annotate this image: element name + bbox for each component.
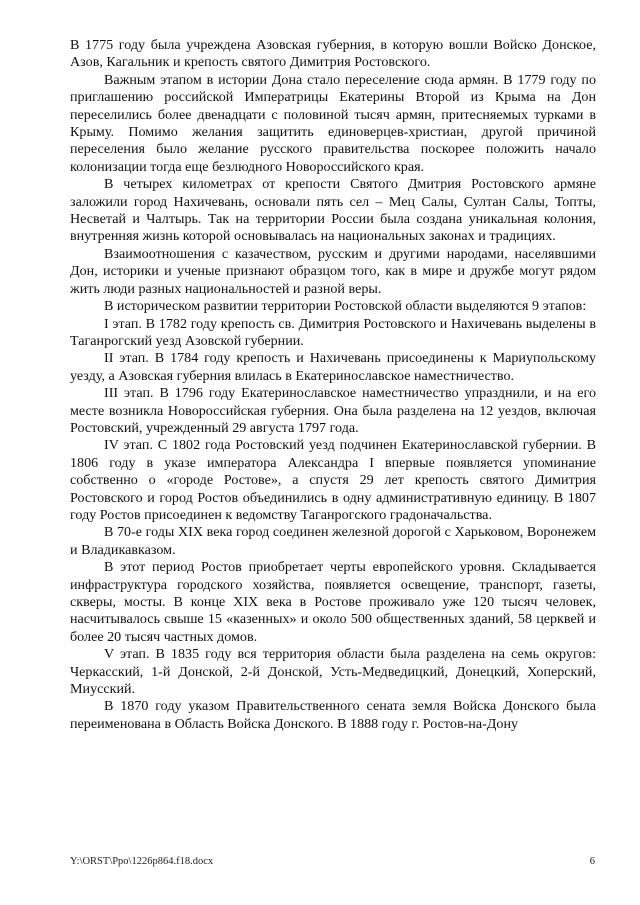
paragraph: I этап. В 1782 году крепость св. Димитрия Ростовского и Нахичевань выделены в Таганрогский уезд Азовской губернии. <box>70 315 596 349</box>
paragraph: В 1775 году была учреждена Азовская губерния, в которую вошли Войско Донское, Азов, Кагальник и крепость святого Димитрия Ростовского. <box>70 37 596 71</box>
paragraph: Взаимоотношения с казачеством, русским и другими народами, населявшими Дон, историки и ученые признают образцом того, как в мире и дружбе могут рядом жить люди разных национальностей и разной веры. <box>70 245 596 297</box>
page-number: 6 <box>589 856 595 867</box>
paragraph: В 1870 году указом Правительственного сената земля Войска Донского была переименована в Область Войска Донского. В 1888 году г. Ростов-на-Дону <box>70 698 596 732</box>
paragraph: В этот период Ростов приобретает черты европейского уровня. Складывается инфраструктура городского хозяйства, появляется освещение, транспорт, газеты, скверы, мосты. В конце XIX века в Ростове проживало уже 120 тысяч человек, насчитывалось свыше 15 «казенных» и около 500 общественных зданий, 58 церквей и более 20 тысяч частных домов. <box>70 559 596 645</box>
paragraph: В историческом развитии территории Ростовской области выделяются 9 этапов: <box>104 298 587 315</box>
paragraph: В четырех километрах от крепости Святого Дмитрия Ростовского армяне заложили город Нахичевань, основали пять сел – Мец Салы, Султан Салы, Топты, Несветай и Чалтырь. Так на территории России была создана уникальная колония, внутренняя жизнь которой основывалась на национальных законах и традициях. <box>70 176 596 245</box>
paragraph: III этап. В 1796 году Екатеринославское наместничество упразднили, и на его месте возникла Новороссийская губерния. Она была разделена на 12 уездов, включая Ростовский, учрежденный 29 августа 1797 года. <box>70 385 596 436</box>
paragraph: В 70-е годы XIX века город соединен железной дорогой с Харьковом, Воронежем и Владикавказом. <box>70 524 596 558</box>
body-text <box>70 37 596 733</box>
paragraph: V этап. В 1835 году вся территория области была разделена на семь округов: Черкасский, 1-й Донской, 2-й Донской, Усть-Медведицкий, Донецкий, Хоперский, Миусский. <box>70 646 596 698</box>
footer-file-path: Y:\ORST\Ppo\1226p864.f18.docx <box>70 856 214 867</box>
paragraph: II этап. В 1784 году крепость и Нахичевань присоединены к Мариупольскому уезду, а Азовская губерния влилась в Екатеринославское наместничество. <box>70 350 596 384</box>
paragraph: Важным этапом в истории Дона стало переселение сюда армян. В 1779 году по приглашению российской Императрицы Екатерины Второй из Крыма на Дон переселились более двенадцати с половиной тысяч армян, притесняемых турками в Крыму. Помимо желания защитить единоверцев-христиан, другой причиной переселения было желание русского правительства поскорее положить начало колонизации тогда еще безлюдного Новороссийского края. <box>70 71 596 175</box>
paragraph: IV этап. С 1802 года Ростовский уезд подчинен Екатеринославской губернии. В 1806 году в указе императора Александра I впервые появляется упоминание собственно о «городе Ростове», а спустя 29 лет крепость святого Димитрия Ростовского и город Ростов объединились в одну административную единицу. В 1807 году Ростов присоединен к ведомству Таганрогского градоначальства. <box>70 437 596 523</box>
